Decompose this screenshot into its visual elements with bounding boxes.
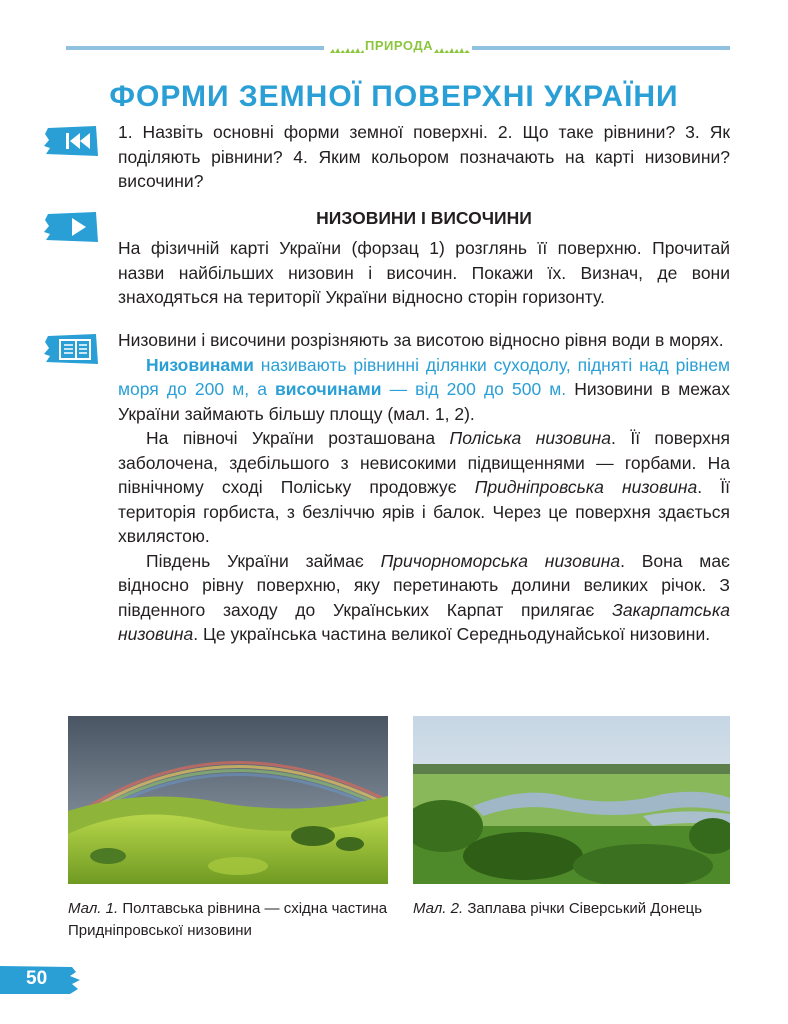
term-lowlands: Низовинами [146,354,254,375]
review-questions: 1. Назвіть основні форми земної поверхні. 2. Що таке рівнини? 3. Як поділяють рівнини? 4. Яким кольором позначають на карті низовини? височини? [118,122,730,191]
book-icon [44,332,100,366]
photo-siverskyi-donets-floodplain [413,716,730,884]
grass-decoration-right [434,48,470,53]
play-icon [44,210,100,244]
paragraph-1: Низовини і височини розрізняють за висотою відносно рівня води в морях. [118,330,724,350]
photo-poltava-plain [68,716,388,884]
paragraph-north: На півночі України розташована Поліська низовина. Її поверхня заболочена, здебільшого з невисокими підвищеннями — горбами. На північному сході Поліську продовжує Придніпровська низовина. Її територія горбиста, з безліччю ярів і балок. Через це поверхня здається хвилястою. [118,428,730,546]
header-rule-left [66,46,324,50]
figure-caption-1: Мал. 1. Полтавська рівнина — східна частина Придніпровської низовини [68,900,388,939]
header-rule-right [472,46,730,50]
page-title: ФОРМИ ЗЕМНОЇ ПОВЕРХНІ УКРАЇНИ [109,80,679,113]
main-text [118,328,730,647]
term-uplands: височинами [275,379,382,399]
figure-caption-2: Мал. 2. Заплава річки Сіверський Донець [413,900,703,917]
rewind-icon [44,124,100,158]
page-number-badge [0,964,82,996]
task-text: На фізичній карті України (форзац 1) розглянь її поверхню. Прочитай назви найбільших низовин і височин. Покажи їх. Визнач, де вони знаходяться на території України відносно сторін горизонту. [118,238,730,307]
section-label: ПРИРОДА [365,38,433,53]
paragraph-south: Південь України займає Причорноморська низовина. Вона має відносно рівну поверхню, яку перетинають долини великих річок. З південного заходу до Українських Карпат прилягає Закарпатська низовина. Це українська частина великої Середньодунайської низовини. [118,550,730,644]
page-number: 50 [26,968,48,989]
subheading: НИЗОВИНИ І ВИСОЧИНИ [316,208,532,228]
paragraph-definition: Низовинами називають рівнинні ділянки суходолу, підняті над рівнем моря до 200 м, а височинами — від 200 до 500 м. Низовини в межах України займають більшу площу (мал. 1, 2). [118,354,730,424]
